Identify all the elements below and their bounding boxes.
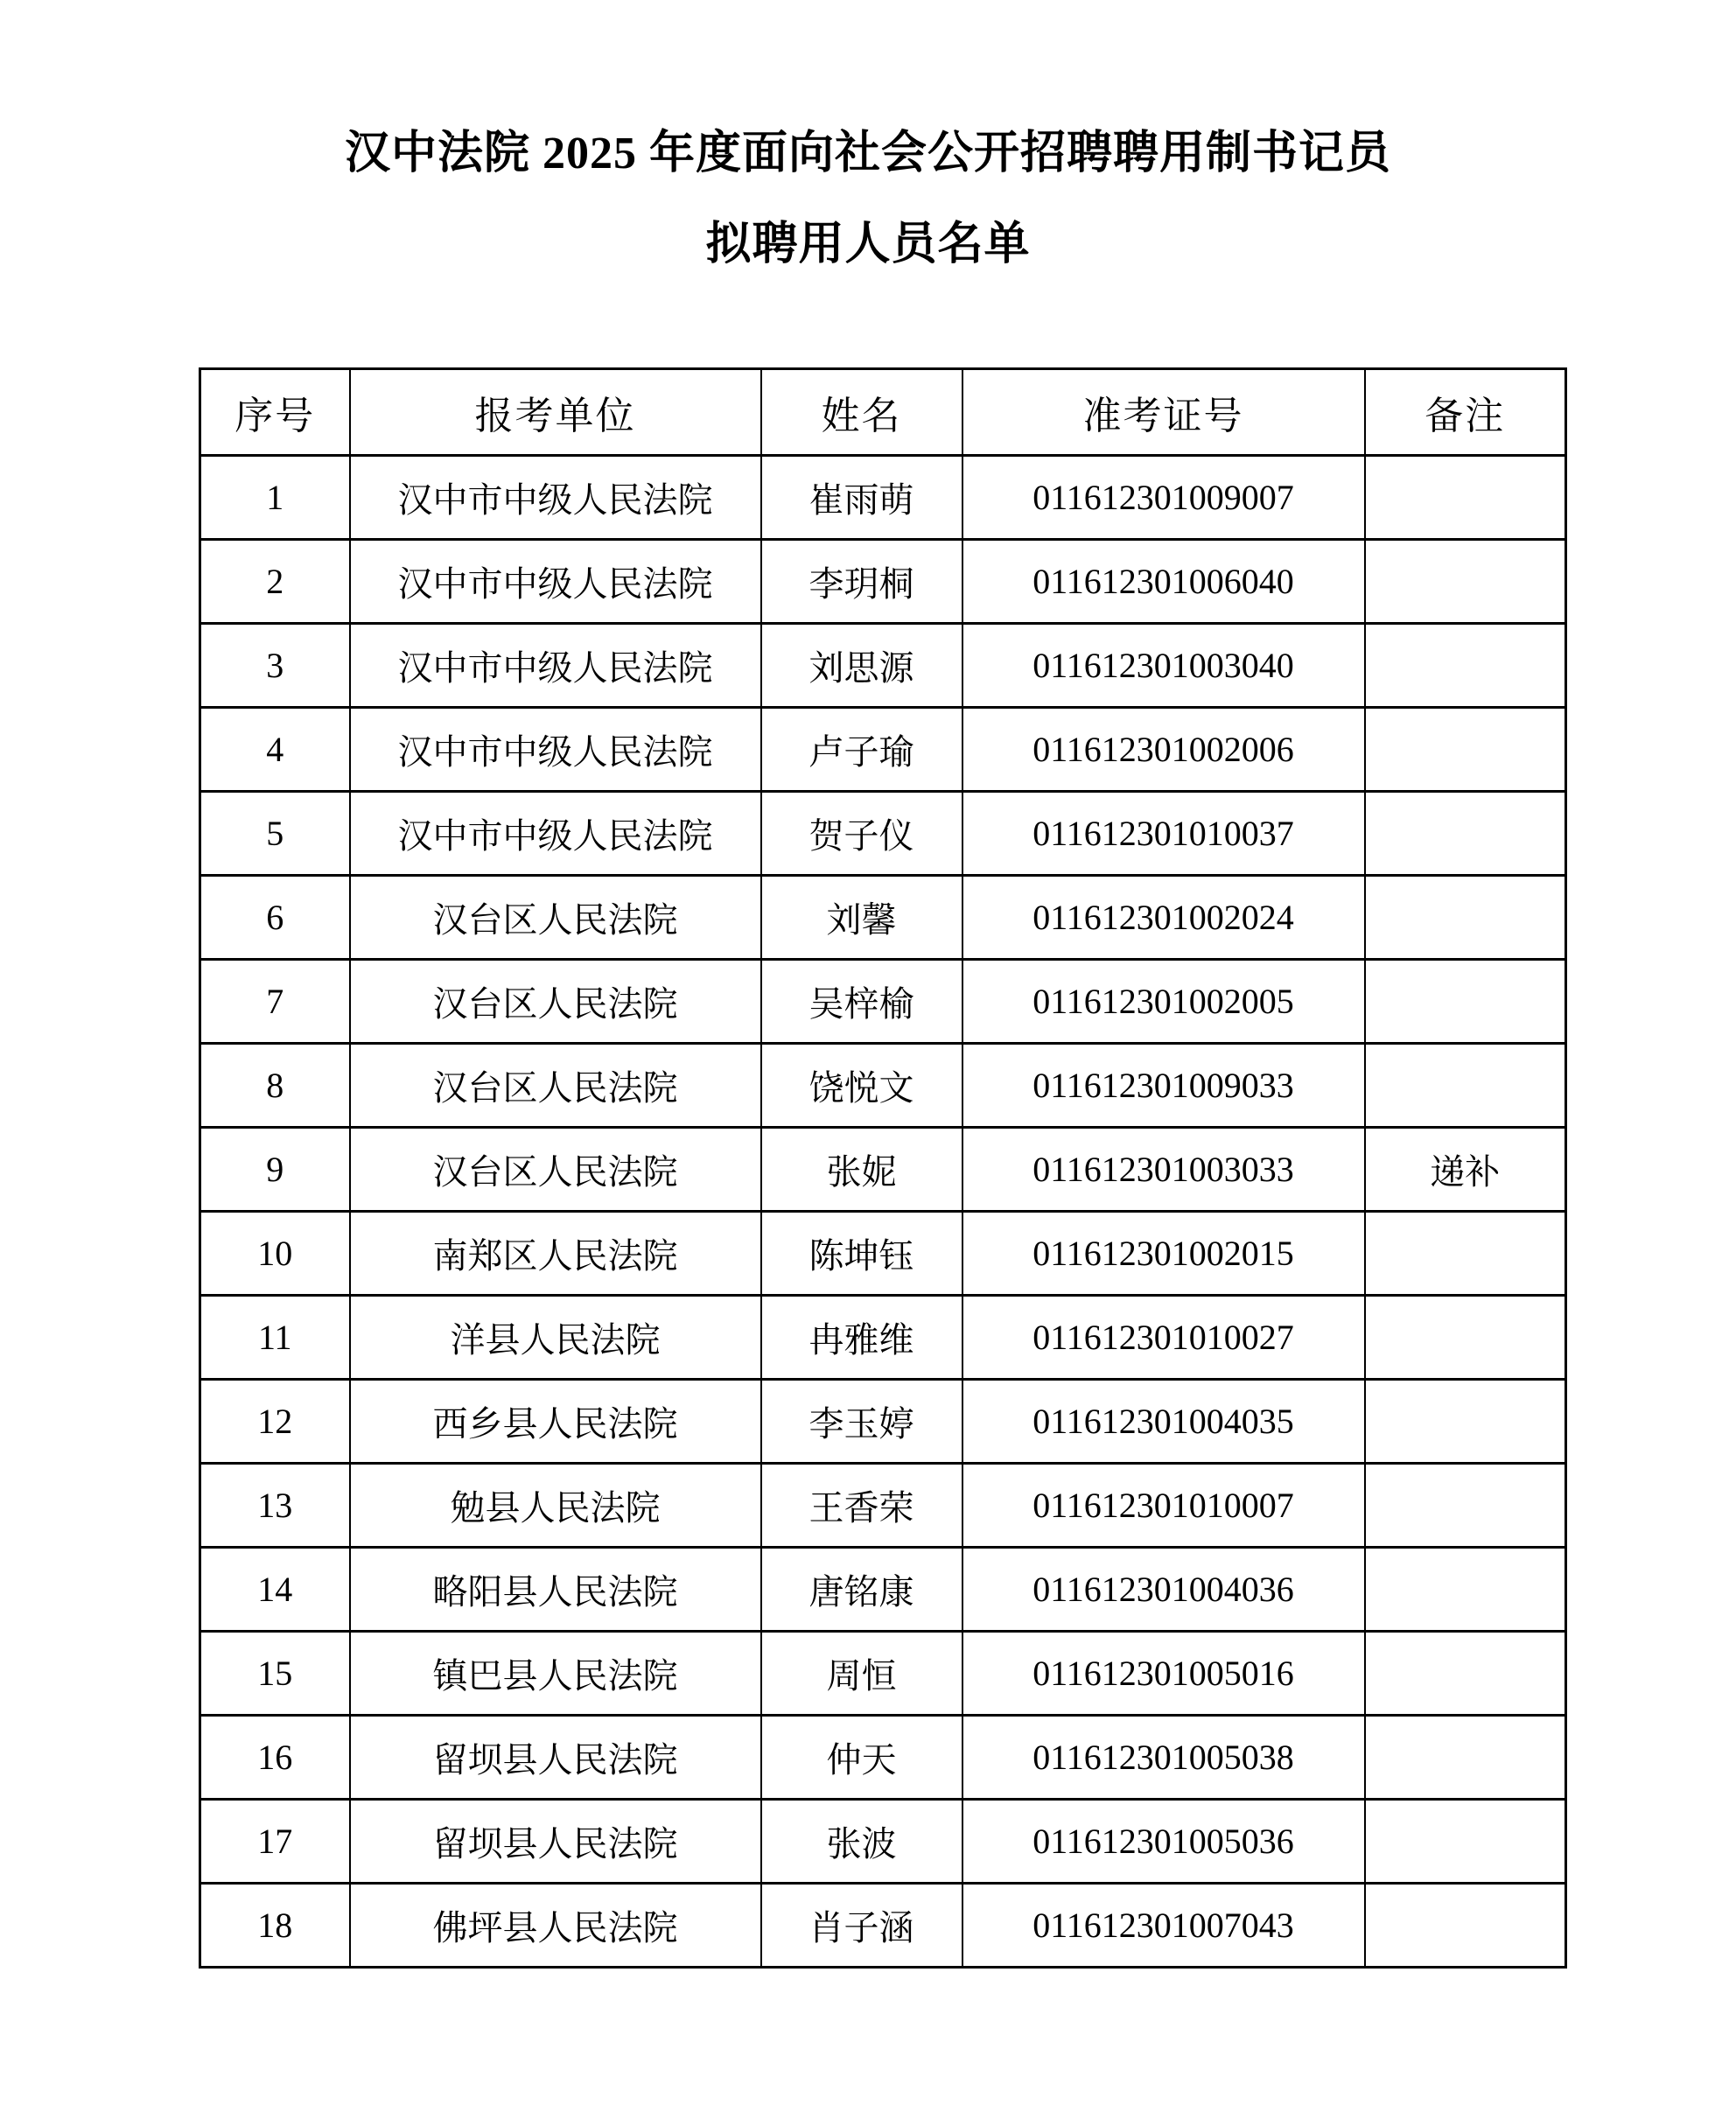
cell-unit: 洋县人民法院 bbox=[350, 1296, 761, 1380]
cell-ticket: 011612301002005 bbox=[962, 960, 1365, 1044]
cell-remark bbox=[1365, 1548, 1566, 1632]
cell-unit: 汉中市中级人民法院 bbox=[350, 792, 761, 876]
cell-name: 仲天 bbox=[761, 1716, 962, 1800]
table-row bbox=[200, 792, 1566, 876]
table-row bbox=[200, 1212, 1566, 1296]
cell-seq: 11 bbox=[200, 1296, 350, 1380]
header-row bbox=[200, 369, 1566, 456]
document-title-line1: 汉中法院 2025 年度面向社会公开招聘聘用制书记员 bbox=[344, 129, 1391, 178]
cell-seq: 12 bbox=[200, 1380, 350, 1464]
table-row bbox=[200, 1548, 1566, 1632]
cell-unit: 西乡县人民法院 bbox=[350, 1380, 761, 1464]
cell-remark bbox=[1365, 1296, 1566, 1380]
cell-ticket: 011612301010037 bbox=[962, 792, 1365, 876]
cell-seq: 16 bbox=[200, 1716, 350, 1800]
cell-remark bbox=[1365, 624, 1566, 708]
cell-unit: 汉台区人民法院 bbox=[350, 1128, 761, 1212]
cell-name: 唐铭康 bbox=[761, 1548, 962, 1632]
cell-name: 张波 bbox=[761, 1800, 962, 1884]
cell-seq: 14 bbox=[200, 1548, 350, 1632]
header-seq: 序号 bbox=[200, 369, 350, 456]
cell-seq: 10 bbox=[200, 1212, 350, 1296]
cell-unit: 佛坪县人民法院 bbox=[350, 1884, 761, 1968]
cell-ticket: 011612301002024 bbox=[962, 876, 1365, 960]
cell-seq: 9 bbox=[200, 1128, 350, 1212]
cell-name: 周恒 bbox=[761, 1632, 962, 1716]
cell-name: 肖子涵 bbox=[761, 1884, 962, 1968]
cell-seq: 3 bbox=[200, 624, 350, 708]
cell-unit: 汉中市中级人民法院 bbox=[350, 456, 761, 540]
document-title-line2: 拟聘用人员名单 bbox=[705, 220, 1031, 269]
cell-remark: 递补 bbox=[1365, 1128, 1566, 1212]
cell-unit: 留坝县人民法院 bbox=[350, 1716, 761, 1800]
table-row bbox=[200, 1380, 1566, 1464]
cell-unit: 汉台区人民法院 bbox=[350, 960, 761, 1044]
cell-name: 卢子瑜 bbox=[761, 708, 962, 792]
cell-remark bbox=[1365, 456, 1566, 540]
cell-remark bbox=[1365, 960, 1566, 1044]
cell-seq: 17 bbox=[200, 1800, 350, 1884]
cell-name: 吴梓榆 bbox=[761, 960, 962, 1044]
cell-unit: 汉台区人民法院 bbox=[350, 1044, 761, 1128]
table-row bbox=[200, 960, 1566, 1044]
cell-ticket: 011612301002015 bbox=[962, 1212, 1365, 1296]
cell-seq: 18 bbox=[200, 1884, 350, 1968]
cell-ticket: 011612301002006 bbox=[962, 708, 1365, 792]
cell-remark bbox=[1365, 1800, 1566, 1884]
table-row bbox=[200, 456, 1566, 540]
cell-unit: 留坝县人民法院 bbox=[350, 1800, 761, 1884]
cell-unit: 略阳县人民法院 bbox=[350, 1548, 761, 1632]
cell-remark bbox=[1365, 792, 1566, 876]
cell-ticket: 011612301010027 bbox=[962, 1296, 1365, 1380]
cell-name: 李玥桐 bbox=[761, 540, 962, 624]
cell-seq: 6 bbox=[200, 876, 350, 960]
table-row bbox=[200, 1044, 1566, 1128]
cell-remark bbox=[1365, 1884, 1566, 1968]
cell-ticket: 011612301003033 bbox=[962, 1128, 1365, 1212]
table-row bbox=[200, 540, 1566, 624]
cell-remark bbox=[1365, 1632, 1566, 1716]
cell-name: 冉雅维 bbox=[761, 1296, 962, 1380]
cell-unit: 汉中市中级人民法院 bbox=[350, 624, 761, 708]
roster-table bbox=[199, 367, 1567, 1969]
cell-unit: 汉中市中级人民法院 bbox=[350, 708, 761, 792]
cell-name: 贺子仪 bbox=[761, 792, 962, 876]
cell-remark bbox=[1365, 1380, 1566, 1464]
table-row bbox=[200, 708, 1566, 792]
cell-unit: 镇巴县人民法院 bbox=[350, 1632, 761, 1716]
cell-seq: 13 bbox=[200, 1464, 350, 1548]
cell-remark bbox=[1365, 1464, 1566, 1548]
table-row bbox=[200, 624, 1566, 708]
header-ticket: 准考证号 bbox=[962, 369, 1365, 456]
cell-ticket: 011612301007043 bbox=[962, 1884, 1365, 1968]
cell-name: 崔雨萌 bbox=[761, 456, 962, 540]
table-row bbox=[200, 1800, 1566, 1884]
cell-ticket: 011612301004036 bbox=[962, 1548, 1365, 1632]
cell-name: 陈坤钰 bbox=[761, 1212, 962, 1296]
cell-seq: 7 bbox=[200, 960, 350, 1044]
cell-remark bbox=[1365, 708, 1566, 792]
cell-seq: 5 bbox=[200, 792, 350, 876]
header-name: 姓名 bbox=[761, 369, 962, 456]
table-row bbox=[200, 1632, 1566, 1716]
cell-ticket: 011612301010007 bbox=[962, 1464, 1365, 1548]
cell-name: 刘馨 bbox=[761, 876, 962, 960]
cell-ticket: 011612301003040 bbox=[962, 624, 1365, 708]
cell-name: 李玉婷 bbox=[761, 1380, 962, 1464]
table-row bbox=[200, 1716, 1566, 1800]
table-row bbox=[200, 1296, 1566, 1380]
cell-name: 王香荣 bbox=[761, 1464, 962, 1548]
cell-ticket: 011612301004035 bbox=[962, 1380, 1365, 1464]
cell-seq: 8 bbox=[200, 1044, 350, 1128]
table-row bbox=[200, 1464, 1566, 1548]
cell-seq: 1 bbox=[200, 456, 350, 540]
cell-seq: 15 bbox=[200, 1632, 350, 1716]
cell-seq: 2 bbox=[200, 540, 350, 624]
cell-unit: 汉台区人民法院 bbox=[350, 876, 761, 960]
cell-name: 张妮 bbox=[761, 1128, 962, 1212]
cell-remark bbox=[1365, 540, 1566, 624]
cell-ticket: 011612301006040 bbox=[962, 540, 1365, 624]
cell-name: 刘思源 bbox=[761, 624, 962, 708]
header-remark: 备注 bbox=[1365, 369, 1566, 456]
cell-unit: 南郑区人民法院 bbox=[350, 1212, 761, 1296]
cell-ticket: 011612301005016 bbox=[962, 1632, 1365, 1716]
cell-remark bbox=[1365, 1212, 1566, 1296]
cell-seq: 4 bbox=[200, 708, 350, 792]
cell-ticket: 011612301005036 bbox=[962, 1800, 1365, 1884]
cell-ticket: 011612301009007 bbox=[962, 456, 1365, 540]
cell-remark bbox=[1365, 1716, 1566, 1800]
cell-unit: 勉县人民法院 bbox=[350, 1464, 761, 1548]
cell-ticket: 011612301005038 bbox=[962, 1716, 1365, 1800]
cell-name: 饶悦文 bbox=[761, 1044, 962, 1128]
cell-unit: 汉中市中级人民法院 bbox=[350, 540, 761, 624]
table-row bbox=[200, 876, 1566, 960]
header-unit: 报考单位 bbox=[350, 369, 761, 456]
cell-remark bbox=[1365, 1044, 1566, 1128]
cell-ticket: 011612301009033 bbox=[962, 1044, 1365, 1128]
table-row bbox=[200, 1884, 1566, 1968]
roster-body bbox=[200, 456, 1566, 1968]
table-row bbox=[200, 1128, 1566, 1212]
cell-remark bbox=[1365, 876, 1566, 960]
